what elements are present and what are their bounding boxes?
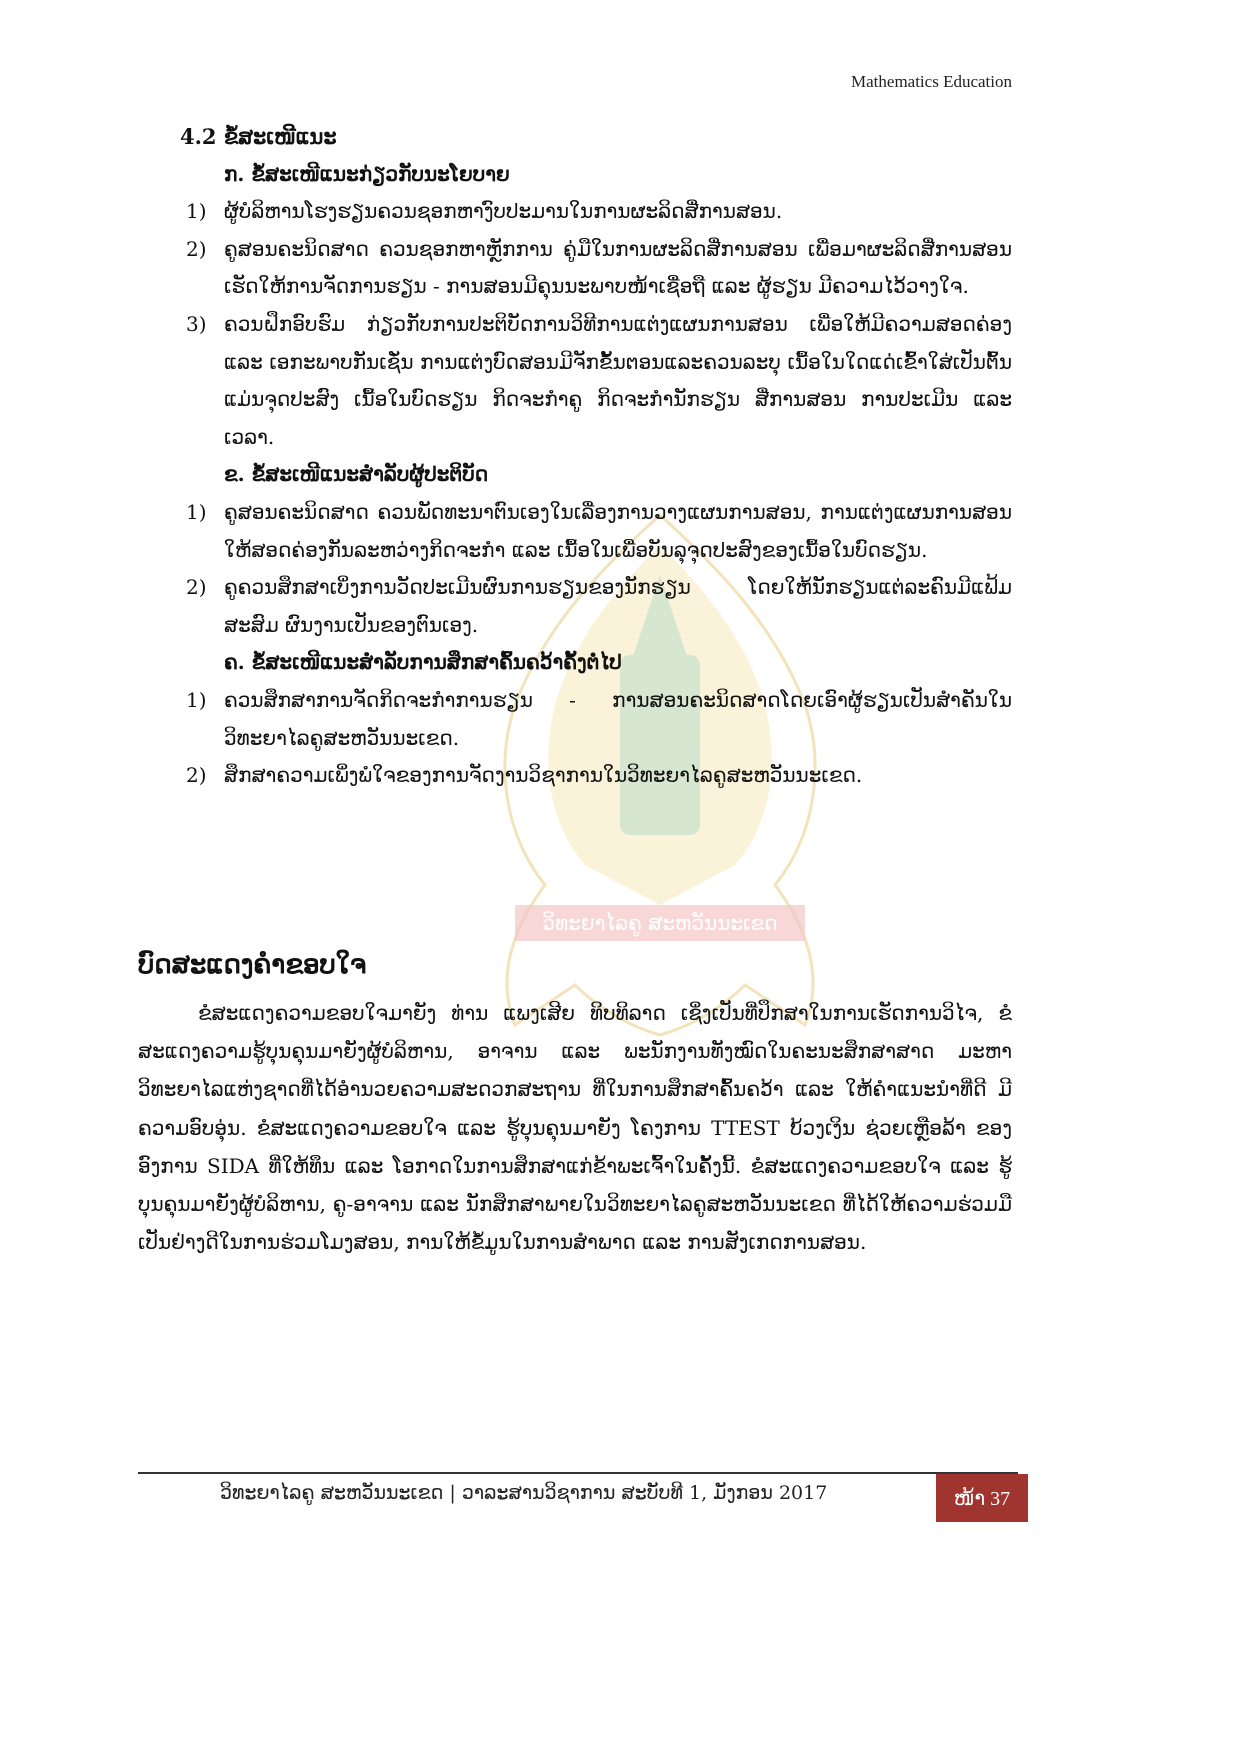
section-title: 4.2 ຂໍ້ສະເໜີແນະ — [180, 124, 337, 149]
acknowledgement-title: ບົດສະແດງຄຳຂອບໃຈ — [138, 950, 367, 980]
item-number: 2) — [186, 236, 207, 261]
list-item — [180, 231, 1012, 306]
running-header: Mathematics Education — [851, 72, 1012, 91]
item-text: ຄູສອນຄະນິດສາດ ຄວນພັດທະນາຕົນເອງໃນເລື່ອງການວາງແຜນການສອນ, ການແຕ່ງແຜນການສອນ ໃຫ້ສອດຄ່ອງກັນລະຫວ່າງກິດຈະກຳ ແລະ ເນື້ອໃນເພື່ອບັນລຸຈຸດປະສົງຂອງເນື້ອໃນບົດຮຽນ. — [224, 499, 1012, 562]
item-number: 1) — [186, 687, 207, 712]
item-text: ຜູ້ບໍລິຫານໂຮງຮຽນຄວນຊອກຫາງົບປະມານໃນການຜະລິດສື່ການສອນ. — [224, 199, 783, 224]
item-text: ຄູຄວນສຶກສາເບິ່ງການວັດປະເມີນຜົນການຮຽນຂອງນັກຮຽນ ໂດຍໃຫ້ນັກຮຽນແຕ່ລະຄົນມີແຟ້ມສະສົມ ຜົນງານເປັນຂອງຕົນເອງ. — [224, 575, 1012, 637]
item-text: ຄວນສຶກສາການຈັດກິດຈະກຳການຮຽນ - ການສອນຄະນິດສາດໂດຍເອົາຜູ້ຮຽນເປັນສຳຄັນໃນວິທະຍາໄລຄູສະຫວັນນະເຂດ. — [224, 687, 1012, 750]
subsection-title: ຂ. ຂໍ້ສະເໜີແນະສຳລັບຜູ້ປະຕິບັດ — [224, 462, 489, 487]
list-item — [180, 306, 1012, 456]
subsection-title: ຄ. ຂໍ້ສະເໜີແນະສຳລັບການສຶກສາຄົ້ນຄວ້າຄັ້ງຕໍ່ໄປ — [224, 650, 622, 675]
list-item — [180, 682, 1012, 757]
item-number: 3) — [186, 311, 207, 336]
footer-journal-info: ວິທະຍາໄລຄູ ສະຫວັນນະເຂດ | ວາລະສານວິຊາການ ສະບັບທີ 1, ມັງກອນ 2017 — [220, 1482, 828, 1504]
acknowledgement-paragraph: ຂໍສະແດງຄວາມຂອບໃຈມາຍັງ ທ່ານ ແພງເສີຍ ທິບທິລາດ ເຊິ່ງເປັນທີ່ປຶກສາໃນການເຮັດການວິໄຈ, ຂໍສະແດງຄວາມຮູ້ບຸນຄຸນມາຍັງຜູ້ບໍລິຫານ, ອາຈານ ແລະ ພະນັກງານທັງໝົດໃນຄະນະສຶກສາສາດ ມະຫາວິທະຍາໄລແຫ່ງຊາດທີ່ໄດ້ອຳນວຍຄວາມສະດວກສະຖານ ທີ່ໃນການສຶກສາຄົ້ນຄວ້າ ແລະ ໃຫ້ຄຳແນະນຳທີ່ດີ ມີຄວາມອົບອຸ່ນ. ຂໍສະແດງຄວາມຂອບໃຈ ແລະ ຮູ້ບຸນຄຸນມາຍັງ ໂຄງການ TTEST ບ້ວງເງິນ ຊ່ວຍເຫຼືອລ້າ ຂອງອົງການ SIDA ທີ່ໃຫ້ທຶນ ແລະ ໂອກາດໃນການສຶກສາແກ່ຂ້າພະເຈົ້າໃນຄັ້ງນີ້. ຂໍສະແດງຄວາມຂອບໃຈ ແລະ ຮູ້ບຸນຄຸນມາຍັງຜູ້ບໍລິຫານ, ຄູ-ອາຈານ ແລະ ນັກສຶກສາພາຍໃນວິທະຍາໄລຄູສະຫວັນນະເຂດ ທີ່ໄດ້ໃຫ້ຄວາມຮ່ວມມືເປັນຢ່າງດີໃນການຮ່ວມໂມງສອນ, ການໃຫ້ຂໍ້ມູນໃນການສຳພາດ ແລະ ການສັງເກດການສອນ. — [138, 1001, 1012, 1255]
item-text: ຄູສອນຄະນິດສາດ ຄວນຊອກຫາຫຼັກການ ຄູ່ມືໃນການຜະລິດສື່ການສອນ ເພື່ອມາຜະລິດສື່ການສອນ ເຮັດໃຫ້ການຈັດການຮຽນ - ການສອນມີຄຸນນະພາບໜ້າເຊື່ອຖື ແລະ ຜູ້ຮຽນ ມີຄວາມໄວ້ວາງໃຈ. — [224, 236, 1012, 299]
item-number: 1) — [186, 199, 207, 224]
list-item — [180, 193, 1012, 231]
emblem-banner-text: ວິທະຍາໄລຄູ ສະຫວັນນະເຂດ — [542, 911, 778, 935]
list-item — [180, 569, 1012, 644]
list-item — [180, 494, 1012, 569]
item-number: 2) — [186, 575, 207, 600]
recommendations-section — [180, 118, 1012, 795]
subsection-title: ກ. ຂໍ້ສະເໜີແນະກ່ຽວກັບນະໂຍບາຍ — [224, 161, 510, 186]
item-text: ຄວນຝຶກອົບຮົມ ກ່ຽວກັບການປະຕິບັດການວິທີການແຕ່ງແຜນການສອນ ເພື່ອໃຫ້ມີຄວາມສອດຄ່ອງ ແລະ ເອກະພາບກັນເຊັ່ນ ການແຕ່ງບົດສອນມີຈັກຂັ້ນຕອນແລະຄວນລະບຸ ເນື້ອໃນໃດແດ່ເຂົ້າໃສ່ເປັນຕົ້ນ ແມ່ນຈຸດປະສົງ ເນື້ອໃນບົດຮຽນ ກິດຈະກຳຄູ ກິດຈະກຳນັກຮຽນ ສື່ການສອນ ການປະເມີນ ແລະ ເວລາ. — [224, 311, 1012, 449]
list-item — [180, 757, 1012, 795]
item-number: 2) — [186, 763, 207, 788]
item-number: 1) — [186, 499, 207, 524]
page-number-badge: ໜ້າ 37 — [936, 1474, 1028, 1522]
item-text: ສຶກສາຄວາມເພິ່ງພໍໃຈຂອງການຈັດງານວິຊາການໃນວິທະຍາໄລຄູສະຫວັນນະເຂດ. — [224, 763, 863, 788]
footer-divider — [138, 1472, 1018, 1474]
